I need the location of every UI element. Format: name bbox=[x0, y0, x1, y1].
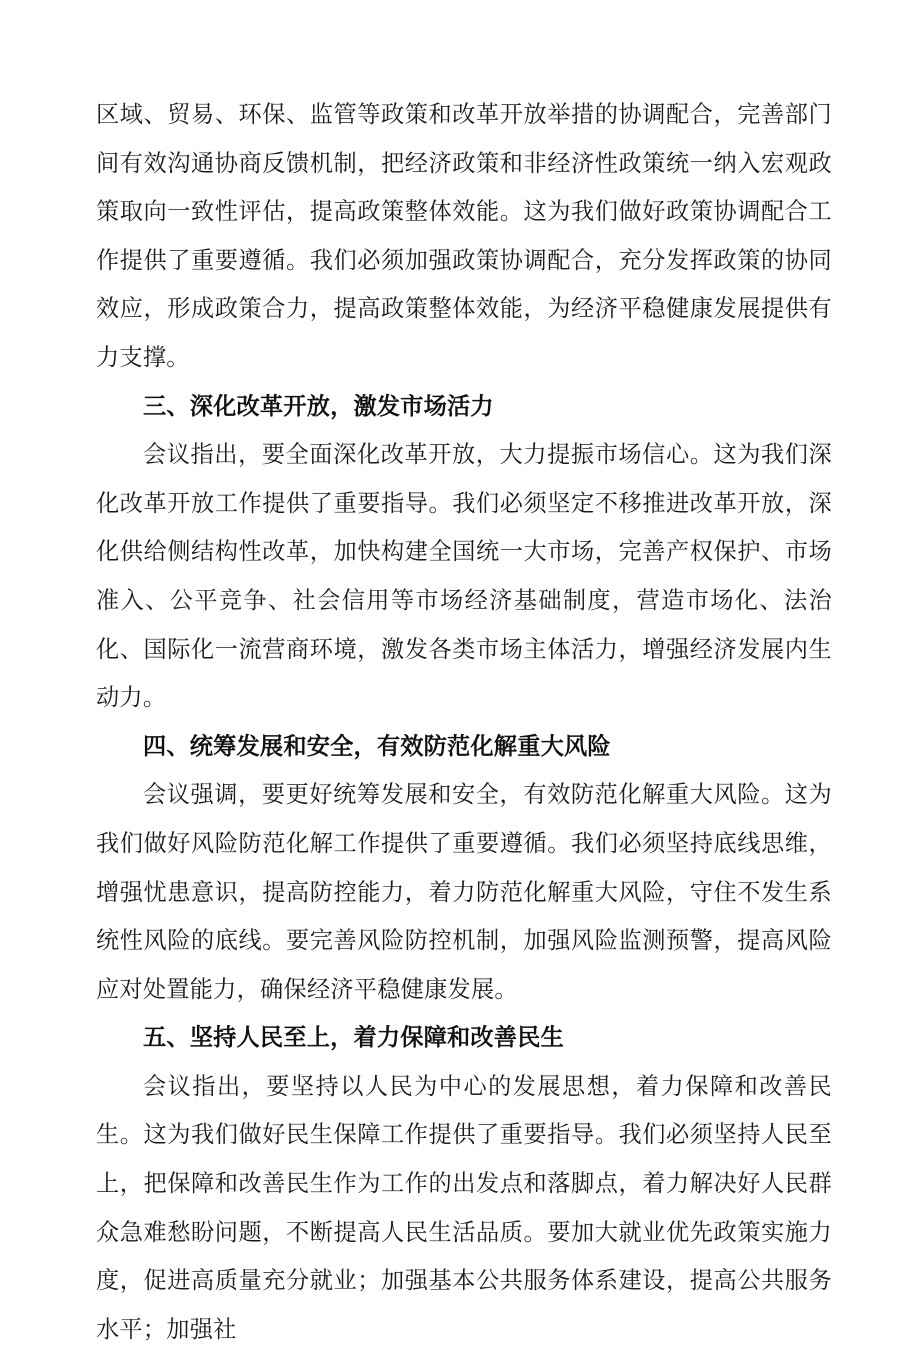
section-paragraph-4: 会议强调，要更好统筹发展和安全，有效防范化解重大风险。这为我们做好风险防范化解工作提供了重要遵循。我们必须坚持底线思维，增强忧患意识，提高防控能力，着力防范化解重大风险，守住不发生系统性风险的底线。要完善风险防控机制，加强风险监测预警，提高风险应对处置能力，确保经济平稳健康发展。 bbox=[96, 781, 832, 1003]
section-heading-4: 四、统筹发展和安全，有效防范化解重大风险 bbox=[143, 732, 611, 760]
section-heading-3: 三、深化改革开放，激发市场活力 bbox=[143, 392, 494, 420]
paragraph-continuation: 区域、贸易、环保、监管等政策和改革开放举措的协调配合，完善部门间有效沟通协商反馈机制，把经济政策和非经济性政策统一纳入宏观政策取向一致性评估，提高政策整体效能。这为我们做好政策协调配合工作提供了重要遵循。我们必须加强政策协调配合，充分发挥政策的协同效应，形成政策合力，提高政策整体效能，为经济平稳健康发展提供有力支撑。 bbox=[96, 101, 832, 371]
section-heading-5: 五、坚持人民至上，着力保障和改善民生 bbox=[143, 1024, 564, 1052]
section-paragraph-3: 会议指出，要全面深化改革开放，大力提振市场信心。这为我们深化改革开放工作提供了重要指导。我们必须坚定不移推进改革开放，深化供给侧结构性改革，加快构建全国统一大市场，完善产权保护、市场准入、公平竞争、社会信用等市场经济基础制度，营造市场化、法治化、国际化一流营商环境，激发各类市场主体活力，增强经济发展内生动力。 bbox=[96, 441, 832, 712]
document-body bbox=[96, 91, 832, 1354]
section-paragraph-5: 会议指出，要坚持以人民为中心的发展思想，着力保障和改善民生。这为我们做好民生保障工作提供了重要指导。我们必须坚持人民至上，把保障和改善民生作为工作的出发点和落脚点，着力解决好人民群众急难愁盼问题，不断提高人民生活品质。要加大就业优先政策实施力度，促进高质量充分就业；加强基本公共服务体系建设，提高公共服务水平；加强社 bbox=[96, 1072, 832, 1343]
